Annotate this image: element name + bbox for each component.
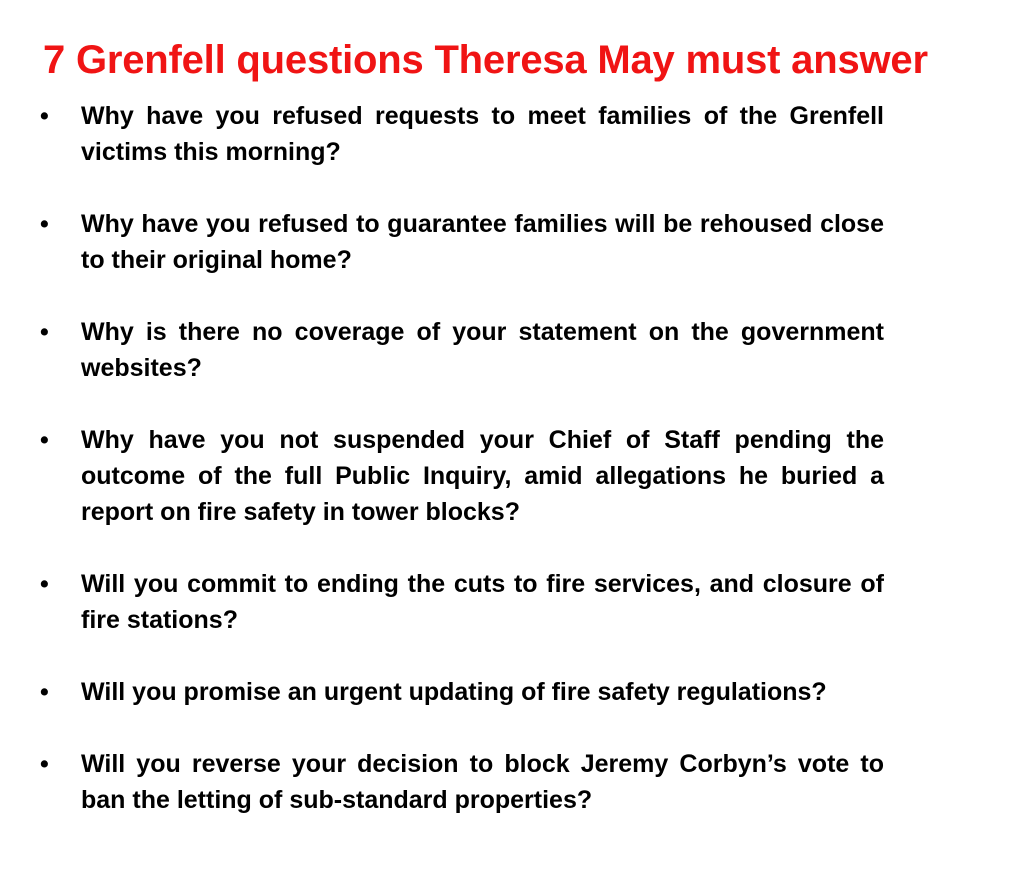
question-text-7: Will you reverse your decision to block Jeremy Corbyn’s vote to ban the letting of sub-standard properties? <box>81 750 884 814</box>
bullet-icon: • <box>40 678 49 706</box>
question-text-3: Why is there no coverage of your statement on the government websites? <box>81 318 884 382</box>
question-text-4: Why have you not suspended your Chief of Staff pending the outcome of the full Public Inquiry, amid allegations he buried a report on fire safety in tower blocks? <box>81 426 884 526</box>
question-text-2: Why have you refused to guarantee families will be rehoused close to their original home? <box>81 210 884 274</box>
question-text-1: Why have you refused requests to meet families of the Grenfell victims this morning? <box>81 102 884 166</box>
bullet-icon: • <box>40 102 49 130</box>
bullet-icon: • <box>40 426 49 454</box>
bullet-icon: • <box>40 570 49 598</box>
bullet-icon: • <box>40 210 49 238</box>
question-text-6: Will you promise an urgent updating of fire safety regulations? <box>81 678 827 706</box>
bullet-icon: • <box>40 750 49 778</box>
bullet-icon: • <box>40 318 49 346</box>
question-text-5: Will you commit to ending the cuts to fire services, and closure of fire stations? <box>81 570 884 634</box>
page-title: 7 Grenfell questions Theresa May must answer <box>43 38 928 82</box>
